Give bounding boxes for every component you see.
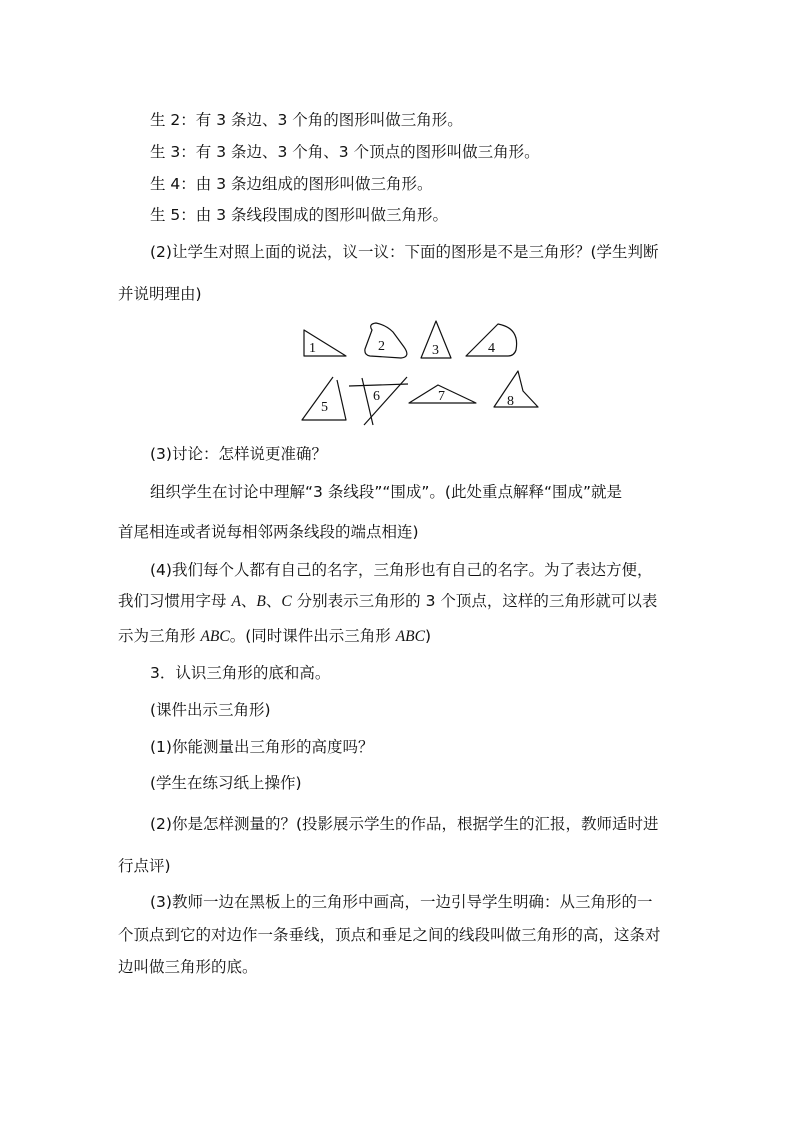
- text-line: (4)我们每个人都有自己的名字，三角形也有自己的名字。为了表达方便，: [150, 561, 653, 579]
- text-line: (1)你能测量出三角形的高度吗？: [150, 738, 374, 756]
- shape-label-1: 1: [309, 341, 316, 356]
- section-heading: 3．认识三角形的底和高。: [150, 664, 331, 682]
- triangle-name: ABC: [395, 628, 425, 645]
- text-line: 行点评): [118, 857, 171, 875]
- vertex-letter-c: C: [281, 593, 292, 610]
- triangle-name: ABC: [200, 628, 230, 645]
- text-line: 组织学生在讨论中理解“3 条线段”“围成”。(此处重点解释“围成”就是: [150, 483, 623, 501]
- text-line: 并说明理由): [118, 285, 202, 303]
- text-line: 边叫做三角形的底。: [118, 958, 258, 976]
- text-line: [118, 591, 657, 612]
- text-line: (2)让学生对照上面的说法，议一议：下面的图形是不是三角形？(学生判断: [150, 243, 659, 261]
- text-run: 分别表示三角形的 3 个顶点，这样的三角形就可以表: [291, 592, 658, 610]
- text-line: [118, 626, 431, 647]
- text-line: 生 3：有 3 条边、3 个角、3 个顶点的图形叫做三角形。: [150, 143, 540, 161]
- text-line: (3)讨论：怎样说更准确？: [150, 445, 327, 463]
- text-run: ): [424, 627, 432, 645]
- text-line: (3)教师一边在黑板上的三角形中画高，一边引导学生明确：从三角形的一: [150, 893, 653, 911]
- text-line: (学生在练习纸上操作): [150, 774, 302, 792]
- text-run: 。(同时课件出示三角形: [229, 627, 396, 645]
- text-run: 、: [265, 592, 282, 610]
- shape-label-6: 6: [373, 389, 380, 404]
- shape-label-2: 2: [378, 339, 385, 354]
- text-line: 首尾相连或者说每相邻两条线段的端点相连): [118, 523, 419, 541]
- text-line: (2)你是怎样测量的？(投影展示学生的作品，根据学生的汇报，教师适时进: [150, 815, 659, 833]
- vertex-letter-b: B: [256, 593, 266, 610]
- text-line: 生 2：有 3 条边、3 个角的图形叫做三角形。: [150, 111, 463, 129]
- text-line: 个顶点到它的对边作一条垂线，顶点和垂足之间的线段叫做三角形的高，这条对: [118, 926, 661, 944]
- text-run: 、: [240, 592, 257, 610]
- shape-label-8: 8: [507, 394, 514, 409]
- text-run: 我们习惯用字母: [118, 592, 232, 610]
- shape-2: [365, 323, 407, 358]
- text-line: 生 5：由 3 条线段围成的图形叫做三角形。: [150, 206, 449, 224]
- vertex-letter-a: A: [231, 593, 241, 610]
- shape-label-3: 3: [432, 343, 439, 358]
- text-run: 示为三角形: [118, 627, 201, 645]
- shape-label-5: 5: [321, 400, 328, 415]
- text-line: 生 4：由 3 条边组成的图形叫做三角形。: [150, 175, 433, 193]
- shape-8: [494, 371, 538, 407]
- text-line: (课件出示三角形): [150, 701, 271, 719]
- shape-label-7: 7: [438, 389, 445, 404]
- shape-label-4: 4: [488, 341, 495, 356]
